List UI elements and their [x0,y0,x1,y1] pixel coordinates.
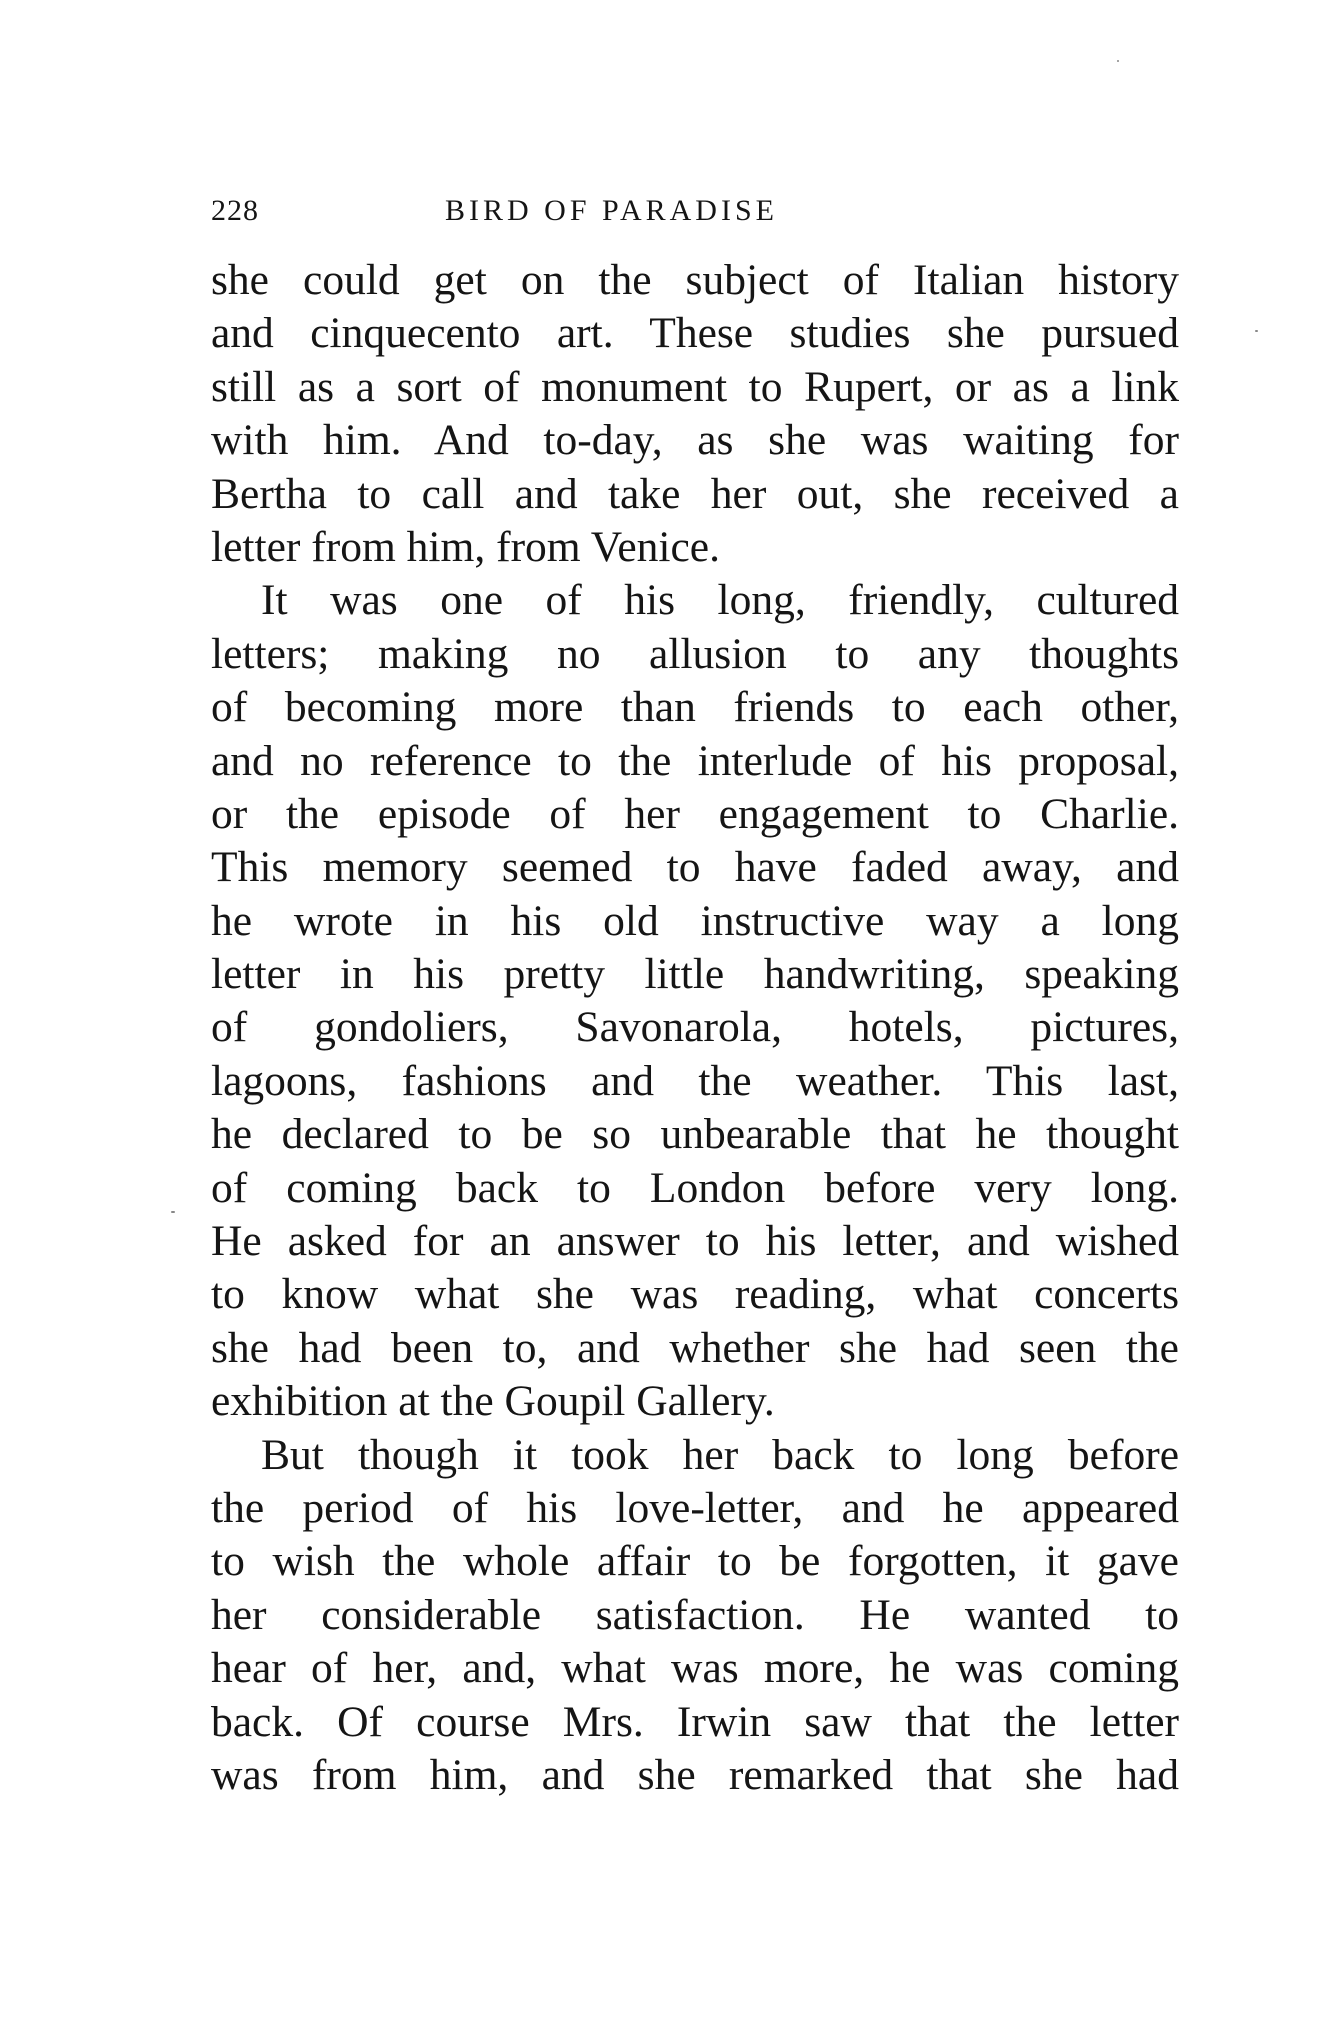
text-line: to wish the whole affair to be forgotten, it gave [211,1537,1179,1586]
text-line: with him. And to-day, as she was waiting for [211,416,1179,465]
text-line: letter in his pretty little handwriting, speaking [211,950,1179,999]
text-line: letters; making no allusion to any thoughts [211,629,1179,678]
text-line: the period of his love-letter, and he appeared [211,1483,1179,1532]
text-line: of coming back to London before very long. [211,1163,1179,1212]
text-line: This memory seemed to have faded away, and [211,843,1179,892]
text-line: lagoons, fashions and the weather. This last, [211,1056,1179,1105]
text-line: and cinquecento art. These studies she pursued [211,309,1179,358]
text-line: exhibition at the Goupil Gallery. [211,1377,775,1426]
page-header [211,194,1181,244]
text-line: He asked for an answer to his letter, and wished [211,1217,1179,1266]
text-line: she could get on the subject of Italian history [211,256,1179,304]
text-line: was from him, and she remarked that she had [211,1750,1179,1799]
text-line: of gondoliers, Savonarola, hotels, pictures, [211,1003,1179,1052]
text-line: back. Of course Mrs. Irwin saw that the letter [211,1697,1179,1746]
text-line: or the episode of her engagement to Charlie. [211,789,1179,838]
running-head: BIRD OF PARADISE [445,194,778,227]
margin-speck [1255,330,1258,332]
text-line: Bertha to call and take her out, she received a [211,469,1179,518]
page-number: 228 [211,194,259,227]
text-line: of becoming more than friends to each other, [211,683,1179,732]
text-line: he wrote in his old instructive way a long [211,896,1179,945]
margin-speck [1117,60,1119,62]
text-line: and no reference to the interlude of his proposal, [211,736,1179,785]
text-line: It was one of his long, friendly, cultured [261,576,1179,625]
margin-speck [171,1211,175,1213]
text-line: he declared to be so unbearable that he thought [211,1110,1179,1159]
text-line: still as a sort of monument to Rupert, or as a link [211,362,1179,411]
text-line: letter from him, from Venice. [211,522,720,571]
text-line: she had been to, and whether she had seen the [211,1323,1179,1372]
text-line: hear of her, and, what was more, he was coming [211,1644,1179,1693]
text-line: her considerable satisfaction. He wanted to [211,1590,1179,1639]
text-line: to know what she was reading, what concerts [211,1270,1179,1319]
text-line: But though it took her back to long before [261,1430,1179,1479]
body-text [211,254,1179,1802]
